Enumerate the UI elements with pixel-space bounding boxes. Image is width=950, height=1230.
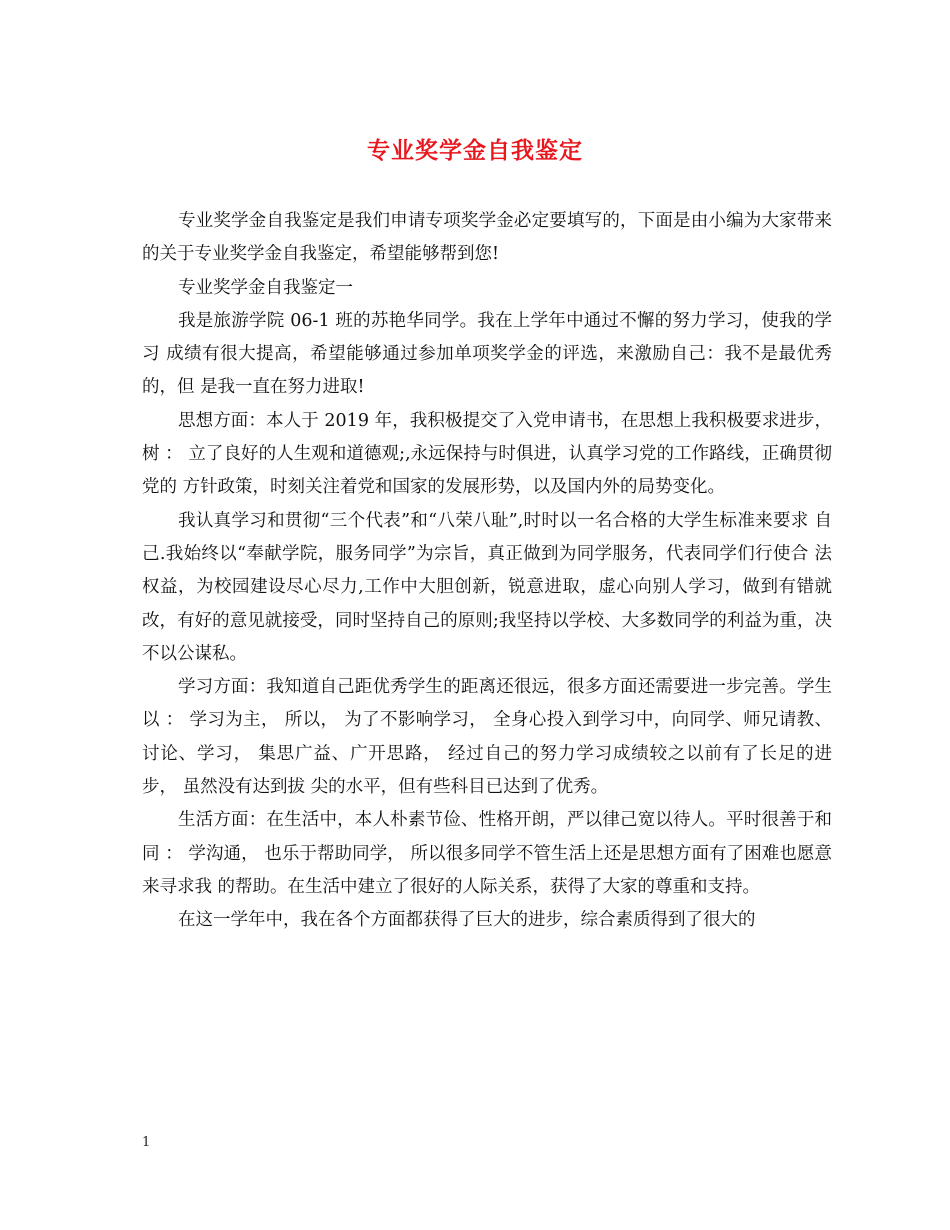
paragraph-intro: 专业奖学金自我鉴定是我们申请专项奖学金必定要填写的，下面是由小编为大家带来的关于专业奖学金自我鉴定，希望能够帮到您! bbox=[142, 211, 832, 265]
paragraph-life: 生活方面：在生活中，本人朴素节俭、性格开朗，严以律己宽以待人。平时很善于和同 ： 学沟通， 也乐于帮助同学， 所以很多同学不管生活上还是思想方面有了困难也愿意来寻求我 的帮助。在生活中建立了很好的人际关系，获得了大家的尊重和支持。 bbox=[142, 810, 832, 897]
paragraph-self-introduction: 我是旅游学院 06-1 班的苏艳华同学。我在上学年中通过不懈的努力学习，使我的学习 成绩有很大提高，希望能够通过参加单项奖学金的评选，来激励自己：我不是最优秀的，但 是我一直在努力进取! bbox=[142, 310, 832, 398]
paragraph-study: 学习方面：我知道自己距优秀学生的距离还很远，很多方面还需要进一步完善。学生以 ： 学习为主， 所以， 为了不影响学习， 全身心投入到学习中，向同学、师兄请教、讨论、学习， 集思广益、广开思路， 经过自己的努力学习成绩较之以前有了长足的进步， 虽然没有达到拔 尖的水平，但有些科目已达到了优秀。 bbox=[142, 677, 832, 798]
paragraph-section-heading: 专业奖学金自我鉴定一 bbox=[178, 277, 353, 298]
page-number: 1 bbox=[142, 1135, 151, 1150]
paragraph-ideology: 思想方面：本人于 2019 年，我积极提交了入党申请书，在思想上我积极要求进步，树 ： 立了良好的人生观和道德观;,永远保持与时俱进，认真学习党的工作路线，正确贯彻党的 方针政策，时刻关注着党和国家的发展形势，以及国内外的局势变化。 bbox=[142, 410, 832, 498]
document-body bbox=[142, 205, 832, 938]
paragraph-service: 我认真学习和贯彻“三个代表”和“八荣八耻”,时时以一名合格的大学生标准来要求 自己.我始终以“奉献学院，服务同学”为宗旨，真正做到为同学服务，代表同学们行使合 法权益，为校园建设尽心尽力,工作中大胆创新，锐意进取，虚心向别人学习，做到有错就 改，有好的意见就接受，同时坚持自己的原则;我坚持以学校、大多数同学的利益为重，决 不以公谋私。 bbox=[142, 510, 832, 664]
paragraph-summary: 在这一学年中，我在各个方面都获得了巨大的进步，综合素质得到了很大的 bbox=[178, 910, 756, 931]
document-title: 专业奖学金自我鉴定 bbox=[367, 137, 583, 164]
